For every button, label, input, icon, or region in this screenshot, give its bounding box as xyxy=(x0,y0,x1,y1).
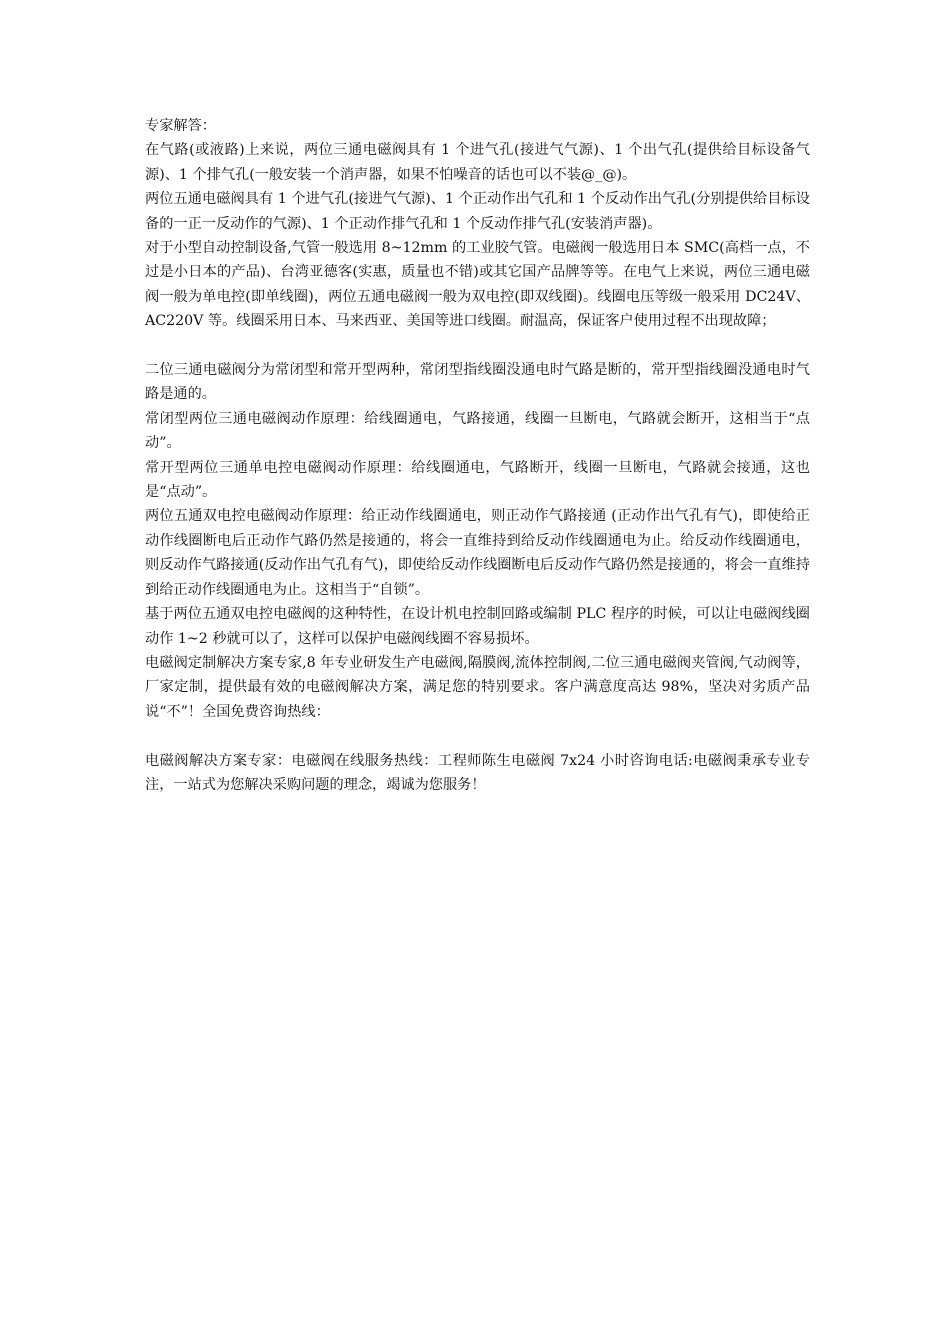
paragraph-plc-advice: 基于两位五通双电控电磁阀的这种特性，在设计机电控制回路或编制 PLC 程序的时候，可以让电磁阀线圈动作 1~2 秒就可以了，这样可以保护电磁阀线圈不容易损坏。 xyxy=(145,606,810,647)
paragraph-company-intro: 电磁阀定制解决方案专家,8 年专业研发生产电磁阀,隔膜阀,流体控制阀,二位三通电磁阀夹管阀,气动阀等，厂家定制，提供最有效的电磁阀解决方案，满足您的特别要求。客户满意度高达 98%，坚决对劣质产品说“不”！全国免费咨询热线： xyxy=(145,654,810,720)
paragraph-equipment-selection: 对于小型自动控制设备,气管一般选用 8~12mm 的工业胶气管。电磁阀一般选用日本 SMC(高档一点，不过是小日本的产品)、台湾亚德客(实惠，质量也不错)或其它国产品牌等等。在电气上来说，两位三通电磁阀一般为单电控(即单线圈)，两位五通电磁阀一般为双电控(即双线圈)。线圈电压等级一般采用 DC24V、AC220V 等。线圈采用日本、马来西亚、美国等进口线圈。耐温高，保证客户使用过程不出现故障； xyxy=(145,240,810,330)
blank-line xyxy=(145,334,810,358)
paragraph-normally-closed-open: 二位三通电磁阀分为常闭型和常开型两种，常闭型指线圈没通电时气路是断的，常开型指线圈没通电时气路是通的。 xyxy=(145,362,810,403)
paragraph-nc-principle: 常闭型两位三通电磁阀动作原理：给线圈通电，气路接通，线圈一旦断电，气路就会断开，这相当于“点动”。 xyxy=(145,410,810,452)
paragraph-service-hotline: 电磁阀解决方案专家：电磁阀在线服务热线：工程师陈生电磁阀 7x24 小时咨询电话:电磁阀秉承专业专注，一站式为您解决采购问题的理念，竭诚为您服务！ xyxy=(145,752,810,793)
heading-expert-answer: 专家解答： xyxy=(145,118,216,134)
paragraph-no-principle: 常开型两位三通单电控电磁阀动作原理：给线圈通电，气路断开，线圈一旦断电，气路就会接通，这也是“点动”。 xyxy=(145,459,810,501)
blank-line xyxy=(145,724,810,748)
paragraph-five-way-ports: 两位五通电磁阀具有 1 个进气孔(接进气气源)、1 个正动作出气孔和 1 个反动作出气孔(分别提供给目标设备的一正一反动作的气源)、1 个正动作排气孔和 1 个反动作排气孔(安装消声器)。 xyxy=(145,191,810,232)
paragraph-three-way-ports: 在气路(或液路)上来说，两位三通电磁阀具有 1 个进气孔(接进气气源)、1 个出气孔(提供给目标设备气源)、1 个排气孔(一般安装一个消声器，如果不怕噪音的话也可以不装@_@)。 xyxy=(145,142,810,183)
paragraph-double-control-principle: 两位五通双电控电磁阀动作原理：给正动作线圈通电，则正动作气路接通 (正动作出气孔有气)，即使给正动作线圈断电后正动作气路仍然是接通的，将会一直维持到给反动作线圈通电为止。给反动作线圈通电，则反动作气路接通(反动作出气孔有气)，即使给反动作线圈断电后反动作气路仍然是接通的，将会一直维持到给正动作线圈通电为止。这相当于“自锁”。 xyxy=(145,508,810,598)
document-body xyxy=(145,114,810,797)
